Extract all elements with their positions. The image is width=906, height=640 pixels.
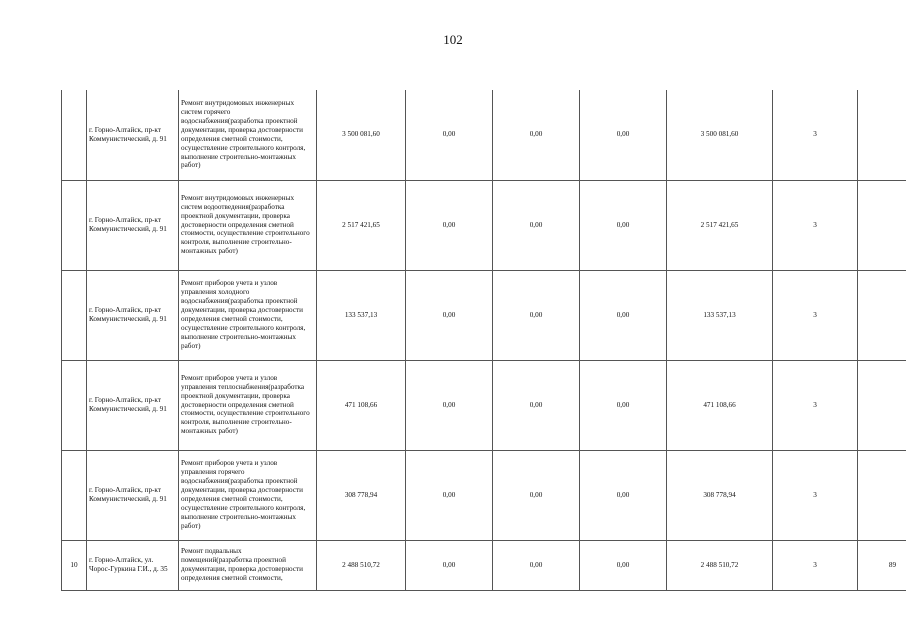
page-number: 102 xyxy=(443,32,463,47)
works-table xyxy=(61,90,906,591)
table-row xyxy=(62,360,906,450)
row-number-cell xyxy=(62,450,87,540)
extra-cell xyxy=(858,180,906,270)
funding-cell-b: 0,00 xyxy=(493,270,580,360)
funding-cell-a: 0,00 xyxy=(406,90,493,180)
funding-cell-b: 0,00 xyxy=(493,90,580,180)
funding-cell-a: 0,00 xyxy=(406,540,493,590)
funding-cell-a: 0,00 xyxy=(406,360,493,450)
work-description-cell: Ремонт приборов учета и узлов управления горячего водоснабжения(разработка проектной документации, проверка достоверности определения сметной стоимости, осуществление строительного контроля, выполнение строительно-монтажных работ) xyxy=(179,450,317,540)
funding-cell-c: 0,00 xyxy=(580,540,667,590)
funding-cell-b: 0,00 xyxy=(493,540,580,590)
table-row xyxy=(62,90,906,180)
row-number-cell: 10 xyxy=(62,540,87,590)
priority-cell: 3 xyxy=(773,360,858,450)
extra-cell: 89 xyxy=(858,540,906,590)
address-cell: г. Горно-Алтайск, пр-кт Коммунистический, д. 91 xyxy=(87,90,179,180)
work-description-cell: Ремонт внутридомовых инженерных систем горячего водоснабжения(разработка проектной документации, проверка достоверности определения сметной стоимости, осуществление строительного контроля, выполнение строительно-монтажных работ) xyxy=(179,90,317,180)
funding-cell-c: 0,00 xyxy=(580,90,667,180)
work-description-cell: Ремонт приборов учета и узлов управления теплоснабжения(разработка проектной документации, проверка достоверности определения сметной стоимости, осуществление строительного контроля, выполнение строительно-монтажных работ) xyxy=(179,360,317,450)
funding-cell-b: 0,00 xyxy=(493,180,580,270)
table-row xyxy=(62,450,906,540)
funding-cell-c: 0,00 xyxy=(580,180,667,270)
total-cost-cell: 133 537,13 xyxy=(317,270,406,360)
row-number-cell xyxy=(62,90,87,180)
address-cell: г. Горно-Алтайск, пр-кт Коммунистический, д. 91 xyxy=(87,270,179,360)
row-number-cell xyxy=(62,360,87,450)
priority-cell: 3 xyxy=(773,450,858,540)
funding-cell-a: 0,00 xyxy=(406,270,493,360)
total-cost-cell: 2 488 510,72 xyxy=(317,540,406,590)
row-number-cell xyxy=(62,180,87,270)
funding-cell-c: 0,00 xyxy=(580,450,667,540)
extra-cell xyxy=(858,90,906,180)
row-number-cell xyxy=(62,270,87,360)
funding-cell-a: 0,00 xyxy=(406,450,493,540)
extra-cell xyxy=(858,270,906,360)
owner-funds-cell: 2 517 421,65 xyxy=(667,180,773,270)
priority-cell: 3 xyxy=(773,270,858,360)
funding-cell-c: 0,00 xyxy=(580,270,667,360)
extra-cell xyxy=(858,450,906,540)
priority-cell: 3 xyxy=(773,540,858,590)
funding-cell-b: 0,00 xyxy=(493,450,580,540)
funding-cell-b: 0,00 xyxy=(493,360,580,450)
funding-cell-a: 0,00 xyxy=(406,180,493,270)
total-cost-cell: 308 778,94 xyxy=(317,450,406,540)
owner-funds-cell: 308 778,94 xyxy=(667,450,773,540)
address-cell: г. Горно-Алтайск, ул. Чорос-Гуркина Г.И., д. 35 xyxy=(87,540,179,590)
owner-funds-cell: 133 537,13 xyxy=(667,270,773,360)
owner-funds-cell: 471 108,66 xyxy=(667,360,773,450)
address-cell: г. Горно-Алтайск, пр-кт Коммунистический, д. 91 xyxy=(87,180,179,270)
table-row xyxy=(62,540,906,590)
priority-cell: 3 xyxy=(773,90,858,180)
priority-cell: 3 xyxy=(773,180,858,270)
owner-funds-cell: 3 500 081,60 xyxy=(667,90,773,180)
work-description-cell: Ремонт внутридомовых инженерных систем водоотведения(разработка проектной документации, проверка достоверности определения сметной стоимости, осуществление строительного контроля, выполнение строительно-монтажных работ) xyxy=(179,180,317,270)
owner-funds-cell: 2 488 510,72 xyxy=(667,540,773,590)
total-cost-cell: 3 500 081,60 xyxy=(317,90,406,180)
address-cell: г. Горно-Алтайск, пр-кт Коммунистический, д. 91 xyxy=(87,360,179,450)
work-description-cell: Ремонт подвальных помещений(разработка проектной документации, проверка достоверности определения сметной стоимости, xyxy=(179,540,317,590)
table-row xyxy=(62,180,906,270)
work-description-cell: Ремонт приборов учета и узлов управления холодного водоснабжения(разработка проектной документации, проверка достоверности определения сметной стоимости, осуществление строительного контроля, выполнение строительно-монтажных работ) xyxy=(179,270,317,360)
funding-cell-c: 0,00 xyxy=(580,360,667,450)
address-cell: г. Горно-Алтайск, пр-кт Коммунистический, д. 91 xyxy=(87,450,179,540)
total-cost-cell: 2 517 421,65 xyxy=(317,180,406,270)
extra-cell xyxy=(858,360,906,450)
table-row xyxy=(62,270,906,360)
total-cost-cell: 471 108,66 xyxy=(317,360,406,450)
